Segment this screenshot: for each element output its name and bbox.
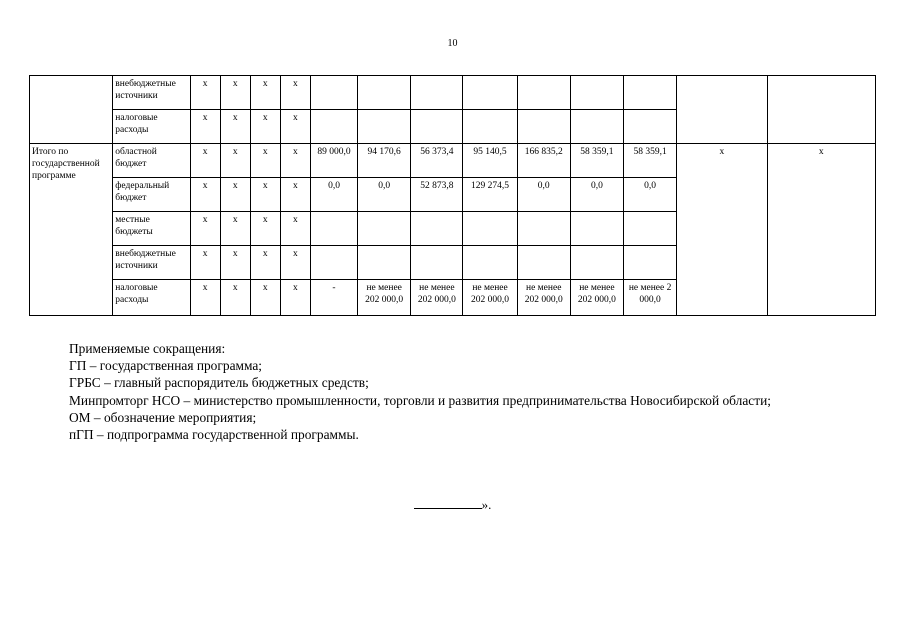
mark-cell: x (190, 212, 220, 246)
value-cell (411, 76, 463, 110)
value-cell: 52 873,8 (411, 178, 463, 212)
abbreviation-grbs: ГРБС – главный распорядитель бюджетных средств; (69, 375, 369, 391)
value-cell (570, 110, 623, 144)
value-cell: 0,0 (310, 178, 357, 212)
mark-cell: x (190, 110, 220, 144)
mark-cell: x (250, 110, 280, 144)
funding-source-cell: внебюджетные источники (113, 246, 190, 280)
value-cell (411, 246, 463, 280)
value-cell: 56 373,4 (411, 144, 463, 178)
funding-source-cell: местные бюджеты (113, 212, 190, 246)
value-cell (517, 212, 570, 246)
funding-source-cell: областной бюджет (113, 144, 190, 178)
tail-cell: x (677, 144, 767, 316)
mark-cell: x (220, 280, 250, 316)
mark-cell: x (190, 144, 220, 178)
value-cell: 58 359,1 (570, 144, 623, 178)
closing-underline (414, 496, 482, 509)
value-cell: 89 000,0 (310, 144, 357, 178)
tail-cell-empty (677, 76, 767, 144)
mark-cell: x (250, 178, 280, 212)
value-cell: 0,0 (624, 178, 677, 212)
mark-cell: x (190, 76, 220, 110)
funding-source-cell: налоговые расходы (113, 110, 190, 144)
mark-cell: x (190, 246, 220, 280)
table-row (30, 76, 876, 110)
value-cell (517, 110, 570, 144)
mark-cell: x (280, 178, 310, 212)
mark-cell: x (280, 246, 310, 280)
budget-table (29, 75, 876, 316)
value-cell (463, 212, 517, 246)
value-cell: не менее 202 000,0 (463, 280, 517, 316)
funding-source-cell: внебюджетные источники (113, 76, 190, 110)
value-cell: 166 835,2 (517, 144, 570, 178)
value-cell (358, 212, 411, 246)
value-cell (358, 76, 411, 110)
tail-cell-empty (767, 76, 876, 144)
value-cell: 58 359,1 (624, 144, 677, 178)
value-cell (624, 246, 677, 280)
value-cell (411, 110, 463, 144)
value-cell (463, 76, 517, 110)
value-cell (517, 76, 570, 110)
value-cell (310, 110, 357, 144)
mark-cell: x (220, 76, 250, 110)
closing-mark (0, 496, 905, 513)
mark-cell: x (220, 212, 250, 246)
value-cell: не менее 202 000,0 (570, 280, 623, 316)
page-number: 10 (447, 38, 458, 49)
mark-cell: x (220, 110, 250, 144)
value-cell (570, 212, 623, 246)
value-cell (358, 110, 411, 144)
value-cell (358, 246, 411, 280)
abbreviation-pgp: пГП – подпрограмма государственной программы. (69, 427, 359, 443)
mark-cell: x (280, 76, 310, 110)
abbreviation-minpromtorg: Минпромторг НСО – министерство промышленности, торговли и развития предпринимательства Новосибирской области; (69, 392, 771, 408)
abbreviations-block (69, 340, 771, 443)
funding-source-cell: федеральный бюджет (113, 178, 190, 212)
value-cell: не менее 202 000,0 (358, 280, 411, 316)
abbreviation-om: ОМ – обозначение мероприятия; (69, 409, 257, 425)
table-row (30, 144, 876, 178)
value-cell: 94 170,6 (358, 144, 411, 178)
mark-cell: x (250, 246, 280, 280)
mark-cell: x (280, 280, 310, 316)
value-cell: 129 274,5 (463, 178, 517, 212)
mark-cell: x (250, 144, 280, 178)
abbreviation-gp: ГП – государственная программа; (69, 358, 263, 374)
mark-cell: x (220, 246, 250, 280)
mark-cell: x (250, 212, 280, 246)
value-cell (310, 212, 357, 246)
mark-cell: x (280, 110, 310, 144)
mark-cell: x (190, 280, 220, 316)
value-cell: не менее 2 000,0 (624, 280, 677, 316)
value-cell (517, 246, 570, 280)
value-cell (624, 76, 677, 110)
abbreviations-heading: Применяемые сокращения: (69, 341, 226, 356)
mark-cell: x (250, 76, 280, 110)
mark-cell: x (250, 280, 280, 316)
tail-cell: x (767, 144, 876, 316)
value-cell: 95 140,5 (463, 144, 517, 178)
mark-cell: x (220, 178, 250, 212)
value-cell (624, 110, 677, 144)
value-cell (310, 246, 357, 280)
mark-cell: x (280, 144, 310, 178)
value-cell (624, 212, 677, 246)
group-label-cell: Итого по государственной программе (30, 144, 113, 316)
value-cell (463, 110, 517, 144)
mark-cell: x (220, 144, 250, 178)
group-cell-empty (30, 76, 113, 144)
value-cell: 0,0 (517, 178, 570, 212)
value-cell (570, 246, 623, 280)
value-cell (310, 76, 357, 110)
value-cell (570, 76, 623, 110)
value-cell: не менее 202 000,0 (411, 280, 463, 316)
value-cell (463, 246, 517, 280)
value-cell: - (310, 280, 357, 316)
value-cell: не менее 202 000,0 (517, 280, 570, 316)
mark-cell: x (280, 212, 310, 246)
value-cell: 0,0 (570, 178, 623, 212)
funding-source-cell: налоговые расходы (113, 280, 190, 316)
value-cell: 0,0 (358, 178, 411, 212)
closing-quote: ». (481, 497, 492, 512)
value-cell (411, 212, 463, 246)
mark-cell: x (190, 178, 220, 212)
